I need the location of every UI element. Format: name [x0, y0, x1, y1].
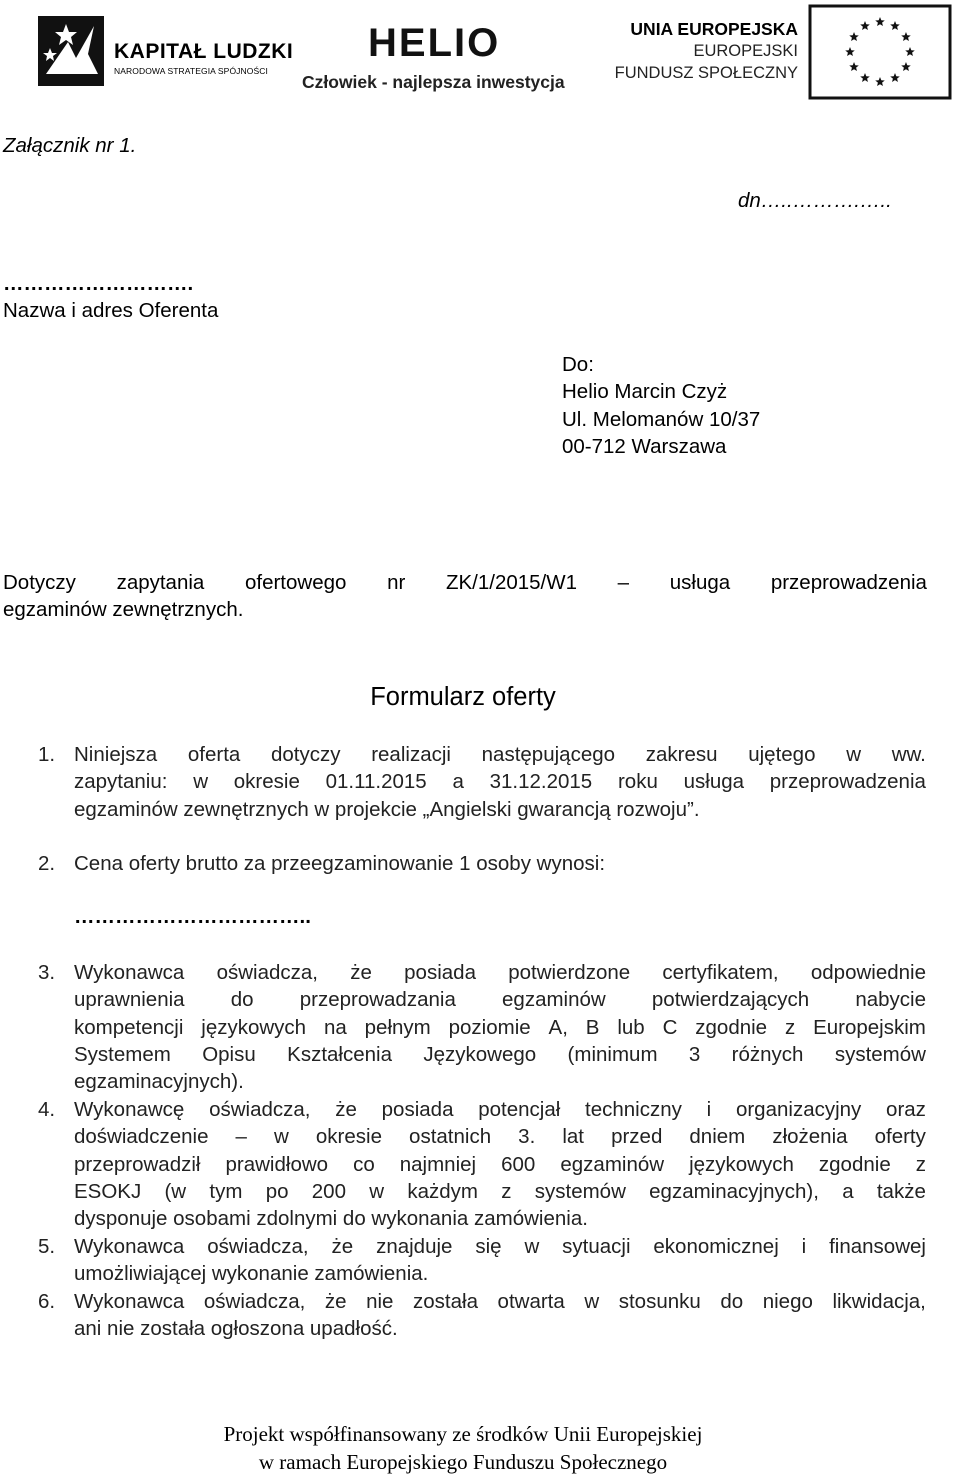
offer-item-word: że	[331, 1235, 354, 1258]
offer-item-word: językowych	[689, 1152, 794, 1176]
offer-item-word: dniem	[689, 1125, 746, 1149]
offer-item-line	[74, 1041, 926, 1068]
offer-item-word: znajduje	[376, 1235, 453, 1258]
offer-item-word: lub	[617, 1015, 645, 1039]
offer-item-word: 31.12.2015	[489, 770, 593, 794]
offer-item-word: likwidacja,	[832, 1290, 926, 1313]
offer-item-text	[74, 1233, 926, 1288]
subject-word: ofertowego	[244, 571, 347, 594]
offer-item-word: Niniejsza	[74, 743, 158, 766]
offer-item-word: odpowiednie	[810, 961, 926, 984]
offer-item-word: a	[842, 1179, 854, 1203]
offer-item-line	[74, 1233, 926, 1260]
offer-item-word: następującego	[481, 743, 616, 766]
offer-item-word: C	[662, 1015, 678, 1039]
offer-item-number: 1.	[38, 743, 56, 766]
offer-item-number: 3.	[38, 961, 56, 984]
offer-item-word: w	[193, 770, 209, 794]
offer-item-word: a	[452, 770, 464, 794]
offer-item-line	[74, 1178, 926, 1205]
offer-item-number: 4.	[38, 1098, 56, 1121]
offer-item-line	[74, 1288, 926, 1315]
kapital-ludzki-subtitle: NARODOWA STRATEGIA SPÓJNOŚCI	[114, 66, 268, 76]
price-placeholder-dots: ……………………………..	[74, 905, 311, 928]
offer-item	[38, 741, 926, 823]
eu-flag-icon	[808, 4, 952, 100]
offer-item-last-line: egzaminów zewnętrznych w projekcie „Angielski gwarancją rozwoju”.	[74, 797, 700, 821]
offer-item-word: w	[524, 1235, 540, 1258]
offer-item-word: 3	[688, 1042, 701, 1066]
offer-item-word: z	[784, 1015, 796, 1039]
offer-item-word: Europejskim	[813, 1015, 926, 1039]
helio-wordmark-text: HELIO	[368, 22, 501, 60]
subject-word: przeprowadzenia	[770, 571, 927, 594]
offer-item-number: 6.	[38, 1290, 56, 1313]
offer-item-word: stosunku	[618, 1290, 701, 1313]
offer-item-text	[74, 850, 926, 877]
offer-item-word: przeprowadzenia	[769, 770, 926, 794]
subject	[3, 569, 927, 624]
offer-item-word: 01.11.2015	[325, 770, 427, 794]
ue-line-1: UNIA EUROPEJSKA	[630, 19, 798, 39]
offer-item-word: do	[230, 988, 254, 1012]
offer-item-word: ujętego	[748, 743, 816, 766]
recipient-street: Ul. Melomanów 10/37	[562, 407, 761, 431]
offer-item-word: oświadcza,	[203, 1290, 306, 1313]
offer-item-word: (minimum	[567, 1042, 658, 1066]
offer-item-word: przed	[611, 1125, 663, 1149]
subject-line-1	[3, 569, 927, 596]
offer-item-word: na	[323, 1015, 347, 1039]
offer-item-word: nabycie	[855, 988, 926, 1012]
offer-item-last-line: egzaminacyjnych).	[74, 1070, 244, 1094]
offer-item-word: systemów	[834, 1042, 926, 1066]
offer-item-word: Systemem	[74, 1042, 171, 1066]
offer-item-last-line: dysponuje osobami zdolnymi do wykonania zamówienia.	[74, 1207, 588, 1231]
offer-item-word: egzaminów	[560, 1152, 665, 1176]
offer-item-word: i	[706, 1098, 712, 1121]
offer-item-word: każdym	[407, 1179, 478, 1203]
offer-item-line	[74, 1096, 926, 1123]
offer-item-word: ostatnich	[409, 1125, 492, 1149]
offer-item-word: oferty	[874, 1125, 926, 1149]
offer-item-word: Kształcenia	[287, 1042, 392, 1066]
offer-item-word: zgodnie	[818, 1152, 891, 1176]
offer-item-word: doświadczenie	[74, 1125, 209, 1149]
offer-item-word: (w	[164, 1179, 187, 1203]
kapital-ludzki-title: KAPITAŁ LUDZKI	[114, 40, 294, 63]
offer-item	[38, 1288, 926, 1343]
offer-item-word: z	[915, 1152, 926, 1176]
offer-item-word: A,	[548, 1015, 568, 1039]
offer-item-word: otwarta	[497, 1290, 565, 1313]
offer-item-word: się	[475, 1235, 502, 1258]
recipient-city: 00-712 Warszawa	[562, 434, 727, 458]
offer-item-word: w	[369, 1179, 385, 1203]
offer-item-word: że	[350, 961, 372, 984]
offer-item-line	[74, 741, 926, 768]
offer-item-word: ESOKJ	[74, 1179, 142, 1203]
offer-item-word: potwierdzających	[651, 988, 810, 1012]
offer-item-line	[74, 768, 926, 795]
form-title: Formularz oferty	[370, 683, 556, 711]
ue-line-2: EUROPEJSKI	[693, 42, 798, 60]
recipient-address	[562, 351, 760, 460]
offer-item-word: językowych	[201, 1015, 307, 1039]
subject-word: Dotyczy	[3, 571, 76, 594]
offer-item-word: techniczny	[585, 1098, 682, 1121]
offer-item-word: ww.	[891, 743, 926, 766]
offer-item-word: Wykonawca	[74, 1235, 185, 1258]
footer	[0, 1420, 926, 1476]
oferent-label: Nazwa i adres Oferenta	[3, 299, 219, 322]
offer-item-word: systemów	[534, 1179, 626, 1203]
ue-efs-logo-text	[598, 18, 798, 88]
offer-item-word: realizacji	[371, 743, 451, 766]
offer-item-word: potwierdzone	[508, 961, 631, 984]
offer-item-line	[74, 1151, 926, 1178]
offer-item-word: co	[353, 1152, 375, 1176]
offer-item-word: Wykonawcę	[74, 1098, 185, 1121]
subject-word: usługa	[669, 571, 731, 594]
offer-item-word: okresie	[315, 1125, 382, 1149]
offer-item-word: dotyczy	[271, 743, 341, 766]
offer-item-word: okresie	[233, 770, 300, 794]
offer-item-word: nie	[366, 1290, 394, 1313]
offer-item	[38, 1233, 926, 1288]
offer-item-word: lat	[562, 1125, 584, 1149]
offer-item-word: także	[876, 1179, 926, 1203]
offer-item-word: usługa	[683, 770, 745, 794]
offer-item-word: certyfikatem,	[662, 961, 779, 984]
subject-word: –	[617, 571, 630, 594]
recipient-name: Helio Marcin Czyż	[562, 380, 728, 404]
offer-item-word: roku	[617, 770, 658, 794]
offer-item-word: zgodnie	[695, 1015, 768, 1039]
offer-item-word: kompetencji	[74, 1015, 184, 1039]
offer-item-word: oraz	[886, 1098, 926, 1121]
helio-slogan: Człowiek - najlepsza inwestycja	[302, 72, 565, 92]
offer-item-word: uprawnienia	[74, 988, 185, 1012]
helio-logo	[300, 10, 590, 94]
offer-item-word: Opisu	[202, 1042, 256, 1066]
subject-word: nr	[387, 571, 406, 594]
offer-item-word: przeprowadził	[74, 1152, 201, 1176]
oferent-placeholder-dots: ……………………….	[3, 272, 194, 295]
subject-word: zapytania	[116, 571, 205, 594]
offer-item-word: 3.	[518, 1125, 536, 1149]
offer-item-word: i	[801, 1235, 807, 1258]
offer-item-word: przeprowadzania	[299, 988, 456, 1012]
date-placeholder: dn…..……….…..	[738, 189, 892, 212]
offer-item-word: niego	[762, 1290, 813, 1313]
offer-item-word: w	[274, 1125, 289, 1149]
offer-item-word: została	[413, 1290, 478, 1313]
offer-item-line	[74, 1123, 926, 1150]
offer-item-text	[74, 959, 926, 1095]
offer-item-word: pełnym	[364, 1015, 431, 1039]
offer-item-word: z	[501, 1179, 512, 1203]
offer-item	[38, 959, 926, 1095]
offer-item-line	[74, 986, 926, 1013]
offer-item-word: tym	[209, 1179, 243, 1203]
offer-item-word: że	[324, 1290, 347, 1313]
kapital-ludzki-emblem-icon	[36, 14, 106, 88]
offer-item-word: posiada	[404, 961, 476, 984]
offer-item-word: po	[265, 1179, 289, 1203]
ue-line-3: FUNDUSZ SPOŁECZNY	[614, 64, 798, 82]
offer-item-word: różnych	[731, 1042, 804, 1066]
offer-item-word: zapytaniu:	[74, 770, 168, 794]
offer-item-line	[74, 959, 926, 986]
offer-item-word: poziomie	[448, 1015, 531, 1039]
annex-label: Załącznik nr 1.	[3, 134, 137, 157]
offer-item-word: sytuacji	[562, 1235, 631, 1258]
offer-item-word: oświadcza,	[209, 1098, 311, 1121]
offer-item-text	[74, 1096, 926, 1232]
recipient-to: Do:	[562, 353, 594, 376]
offer-item-word: prawidłowo	[225, 1152, 329, 1176]
offer-item	[38, 850, 926, 877]
offer-item-number: 2.	[38, 852, 56, 875]
kapital-ludzki-logo	[36, 10, 294, 94]
offer-item-word: Wykonawca	[74, 961, 185, 984]
offer-item-word: finansowej	[829, 1235, 926, 1258]
offer-item-line	[74, 1014, 926, 1041]
subject-line-2: egzaminów zewnętrznych.	[3, 598, 244, 622]
offer-item-word: Językowego	[423, 1042, 537, 1066]
footer-line-2: w ramach Europejskiego Funduszu Społecznego	[258, 1450, 668, 1474]
offer-item-word: posiada	[381, 1098, 454, 1121]
offer-item-word: oferta	[187, 743, 241, 766]
offer-item-word: 200	[311, 1179, 346, 1203]
offer-item-word: że	[335, 1098, 357, 1121]
offer-item-word: złożenia	[772, 1125, 848, 1149]
offer-item-last-line: umożliwiającej wykonanie zamówienia.	[74, 1262, 429, 1286]
offer-item-text	[74, 1288, 926, 1343]
offer-item-word: ekonomicznej	[653, 1235, 779, 1258]
offer-item	[38, 1096, 926, 1232]
offer-item-number: 5.	[38, 1235, 56, 1258]
offer-item-text	[74, 741, 926, 823]
offer-item-word: w	[846, 743, 861, 766]
offer-item-word: zakresu	[645, 743, 718, 766]
footer-line-1: Projekt współfinansowany ze środków Unii Europejskiej	[223, 1422, 703, 1446]
helio-wordmark	[368, 22, 508, 60]
offer-item-last-line: ani nie została ogłoszona upadłość.	[74, 1317, 398, 1341]
offer-item-word: do	[720, 1290, 744, 1313]
offer-item-last-line: Cena oferty brutto za przeegzaminowanie 1 osoby wynosi:	[74, 852, 606, 875]
offer-item-word: najmniej	[399, 1152, 477, 1176]
offer-item-word: egzaminacyjnych),	[649, 1179, 819, 1203]
offer-item-word: potencjał	[478, 1098, 561, 1121]
offer-item-word: 600	[501, 1152, 536, 1176]
offer-item-word: oświadcza,	[207, 1235, 309, 1258]
offer-item-word: oświadcza,	[216, 961, 318, 984]
offer-item-word: Wykonawca	[74, 1290, 185, 1313]
offer-item-word: –	[235, 1125, 247, 1149]
offer-item-word: w	[584, 1290, 600, 1313]
offer-item-word: egzaminów	[502, 988, 606, 1012]
subject-word: ZK/1/2015/W1	[445, 571, 578, 594]
offer-item-word: B	[585, 1015, 600, 1039]
offer-item-word: organizacyjny	[735, 1098, 862, 1121]
